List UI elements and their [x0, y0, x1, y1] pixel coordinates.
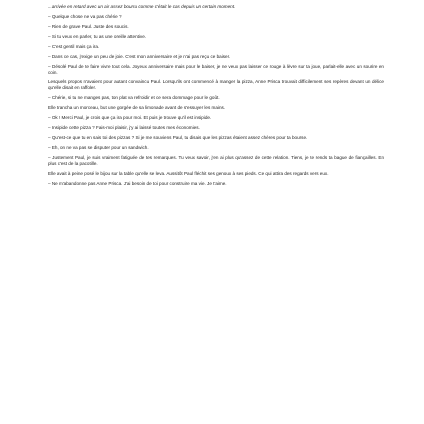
dialogue-line: – Qu'est-ce que tu en sais toi des pizzas ? Si je me souviens Paul, tu disais que les pizzas étaient assez chères pour ta bourse.: [48, 135, 308, 140]
document-page: [48, 4, 384, 191]
dialogue-line: – Justement Paul, je suis vraiment fatiguée de tes remarques. Tu veux savoir, j'en ai plus qu'assez de cette relation. Tiens, je te rends ta bague de fiançailles. En plus c'est de la pacotille.: [48, 154, 384, 166]
dialogue-line: – Quelque chose ne va pas chérie ?: [48, 13, 122, 19]
paragraph: Elle avait à peine posé le bijou sur la table qu'elle se leva. Aussitôt Paul fléchit ses genoux à ses pieds. Ce qui attira des regards vers eux.: [48, 170, 329, 176]
dialogue-line: – Désolé Paul de te faire vivre tout cela. Joyeux anniversaire mais pour le baiser, je ne veux pas laisser ce rouge à lèvre sur ta joue, parlait-elle avec un sourire en coin.: [48, 63, 384, 75]
dialogue-line: – Eh, on ne va pas se disputer pour un sandwich.: [48, 144, 149, 150]
dialogue-line: – Si tu veux en parler, tu as une oreille attentive.: [48, 33, 147, 39]
dialogue-line: – Rien de grave Paul. Juste des soucis.: [48, 23, 129, 29]
dialogue-line: – Chérie, si tu ne manges pas, ton plat va refroidir et ce sera dommage pour le goût.: [48, 95, 220, 101]
dialogue-line: – C'est gentil mais ça ira.: [48, 43, 100, 49]
paragraph: Elle trancha un morceau, but une gorgée de sa limonade avant de s'essuyer les mains.: [48, 105, 226, 111]
dialogue-line: – Ne m'abandonne pas Anne Prisca. J'ai besoin de toi pour construire ma vie. Je t'aime.: [48, 180, 227, 186]
dialogue-line: – Dans ce cas, j'exige un peu de joie. C'est mon anniversaire et je n'ai pas reçu ce baiser.: [48, 53, 231, 59]
dialogue-line: – Insipide cette pizza ? Fais-moi plaisir, j'y ai laissé toutes mes économies.: [48, 125, 200, 131]
paragraph: Lesquels propos n'avaient pour autant convaincu Paul. Lorsqu'ils ont commencé à manger la pizza, Anne Prisca trouvait difficilement ses repères devant un délice qu'elle disait en raffoler.: [48, 79, 384, 91]
dialogue-line: – Ok ! Merci Paul, je crois que ça ira pour moi. Et puis je trouve qu'il est insipide.: [48, 115, 212, 121]
paragraph: ...arrivée en retard avec un air assez bourru comme c'était le cas depuis un certain moment.: [48, 4, 236, 9]
